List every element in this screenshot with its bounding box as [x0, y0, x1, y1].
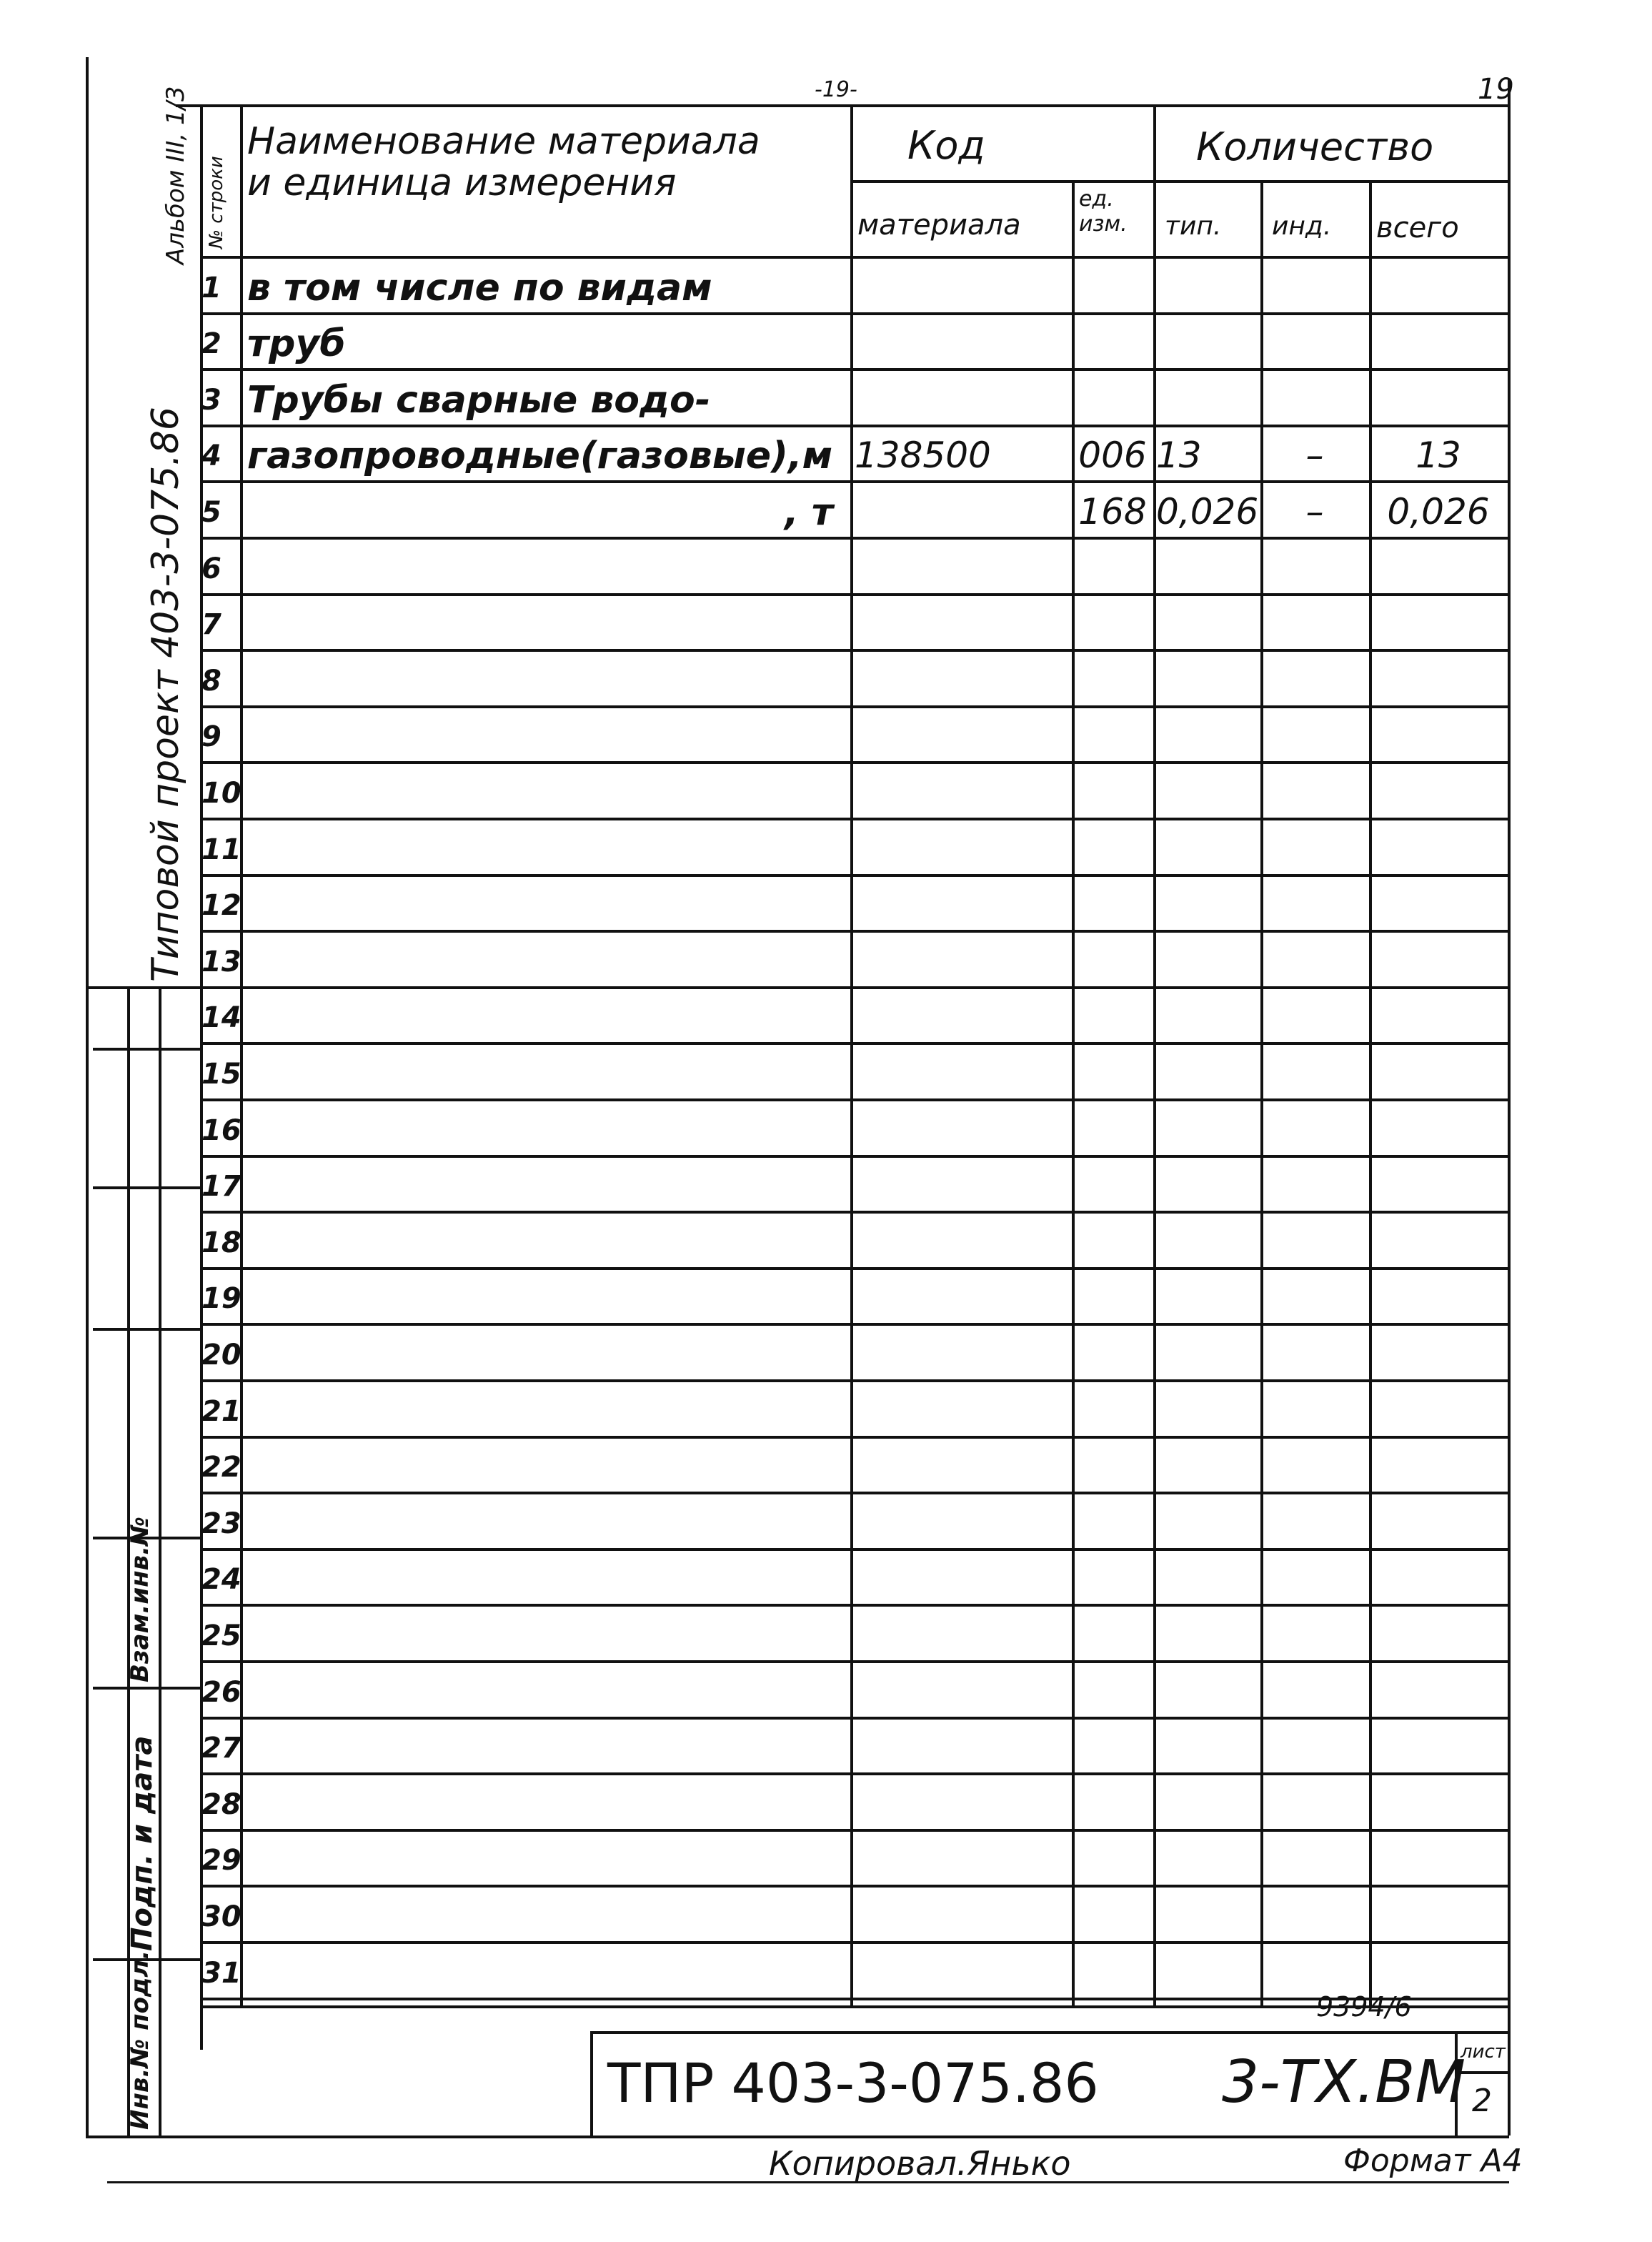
row-number: 2 [201, 327, 222, 360]
row-line [200, 1323, 1509, 1326]
qty-header: Количество [1196, 124, 1434, 169]
table-cell-total: 13 [1415, 435, 1461, 476]
header-bottom-line [200, 256, 1509, 259]
row-line [200, 1829, 1509, 1832]
sheet-label: лист [1461, 2041, 1506, 2063]
table-cell-name: в том числе по видам [247, 267, 712, 309]
row-number: 30 [201, 1900, 242, 1933]
album-label: Альбом III, 1/3 [161, 86, 190, 264]
code-unit-header [1079, 187, 1150, 237]
row-number: 7 [201, 608, 222, 641]
table-cell-code: 138500 [855, 435, 991, 476]
table-cell-name: Трубы сварные водо- [247, 379, 711, 422]
row-line [200, 649, 1509, 652]
row-number: 12 [201, 889, 242, 922]
table-cell-unit: 168 [1078, 491, 1147, 532]
row-number: 9 [201, 720, 222, 753]
copied-by: Копировал.Янько [769, 2144, 1071, 2183]
row-line [200, 1436, 1509, 1439]
row-number: 27 [201, 1732, 242, 1765]
podp-data-label: Подп. и дата [126, 1735, 159, 1951]
row-line [200, 1379, 1509, 1382]
frame-top-line [176, 104, 1509, 107]
side-strip-tick-1 [93, 1048, 200, 1051]
row-number: 24 [201, 1563, 242, 1596]
sheet-box-left [1455, 2031, 1458, 2136]
code-unit-header-text: ед. изм. [1079, 187, 1128, 237]
frame-right-line [1508, 79, 1511, 2136]
row-number: 29 [201, 1844, 242, 1877]
row-line [200, 1885, 1509, 1888]
side-strip-line-2 [159, 986, 161, 2136]
format-label: Формат А4 [1343, 2143, 1523, 2179]
table-cell-ind: – [1305, 435, 1324, 476]
sheet-number: 2 [1472, 2083, 1492, 2119]
row-line [200, 425, 1509, 427]
table-cell-total: 0,026 [1387, 491, 1490, 532]
name-header-line2: и единица измерения [247, 162, 677, 204]
outer-border-line [86, 57, 89, 2136]
table-cell-name: , т [785, 491, 833, 534]
doc-code: ТПР 403-3-075.86 [607, 2051, 1099, 2115]
row-line [200, 930, 1509, 933]
qty-ind-header: инд. [1272, 212, 1332, 241]
row-line [200, 368, 1509, 371]
row-number: 28 [201, 1788, 242, 1821]
row-line [200, 537, 1509, 540]
table-cell-ind: – [1305, 491, 1324, 532]
row-line [200, 1772, 1509, 1775]
side-strip-top [86, 986, 200, 989]
side-strip-tick-3 [93, 1328, 200, 1331]
row-number: 8 [201, 665, 222, 698]
doc-mark: 3-ТХ.ВМ [1222, 2048, 1466, 2116]
header-subline-code [850, 180, 1508, 183]
row-number: 19 [201, 1282, 242, 1315]
archive-number: 9394/6 [1316, 1991, 1412, 2023]
row-number: 11 [201, 833, 242, 866]
side-strip-tick-2 [93, 1186, 200, 1189]
stamp-top-line [200, 2005, 1509, 2008]
row-number: 21 [201, 1395, 242, 1428]
col-qty-left [1153, 104, 1156, 2005]
row-line [200, 705, 1509, 708]
frame-bottom-line [86, 2136, 1509, 2138]
inv-podl-label: Инв.№ подл. [126, 1950, 154, 2130]
row-line [200, 312, 1509, 315]
stamp-inner-top [590, 2031, 1509, 2034]
table-cell-name: газопроводные(газовые),м [247, 435, 833, 477]
row-number: 26 [201, 1676, 242, 1709]
row-number: 25 [201, 1620, 242, 1652]
row-line [200, 1660, 1509, 1663]
row-number: 3 [201, 384, 222, 417]
row-number: 16 [201, 1114, 242, 1147]
row-number: 10 [201, 777, 242, 810]
row-number: 5 [201, 496, 222, 529]
table-cell-typ: 0,026 [1156, 491, 1259, 532]
row-number: 14 [201, 1001, 242, 1034]
row-line [200, 593, 1509, 596]
code-material-header: материала [857, 209, 1021, 242]
qty-total-header: всего [1376, 212, 1459, 244]
row-number: 1 [201, 272, 222, 304]
row-number: 18 [201, 1226, 242, 1259]
name-header-line1: Наименование материала [247, 120, 760, 163]
row-number: 13 [201, 946, 242, 978]
row-line [200, 1098, 1509, 1101]
row-line [200, 480, 1509, 483]
row-number-header: № строки [206, 156, 227, 249]
row-number: 6 [201, 552, 222, 585]
row-line [200, 874, 1509, 877]
qty-typ-header: тип. [1165, 212, 1222, 241]
row-line [200, 1042, 1509, 1045]
row-line [200, 1548, 1509, 1551]
stamp-inner-left [590, 2031, 593, 2136]
project-side-label: Типовой проект 403-3-075.86 [144, 406, 187, 982]
row-number: 31 [201, 1957, 242, 1990]
row-line [200, 1941, 1509, 1944]
row-line [200, 1155, 1509, 1158]
row-line [200, 1604, 1509, 1607]
row-number: 15 [201, 1058, 242, 1091]
row-line [200, 761, 1509, 764]
sheet-corner-number: 19 [1478, 73, 1514, 106]
row-line [200, 818, 1509, 820]
row-number: 4 [201, 440, 222, 472]
footer-underline [107, 2181, 1509, 2183]
row-line [200, 1211, 1509, 1214]
row-line [200, 1717, 1509, 1720]
page-number: -19- [815, 77, 857, 102]
row-line [200, 1998, 1509, 2000]
table-cell-name: труб [247, 322, 346, 365]
code-header: Код [907, 123, 985, 168]
row-number: 20 [201, 1339, 242, 1372]
row-line [200, 1267, 1509, 1270]
sheet-box-divider [1455, 2071, 1509, 2074]
row-line [200, 986, 1509, 989]
side-strip-tick-5 [93, 1687, 200, 1690]
row-number: 23 [201, 1507, 242, 1540]
table-cell-typ: 13 [1156, 435, 1202, 476]
row-number: 22 [201, 1451, 242, 1484]
vzam-inv-label: Взам.инв.№ [126, 1517, 154, 1682]
col-code-left [850, 104, 853, 2005]
table-cell-unit: 006 [1078, 435, 1147, 476]
row-line [200, 1492, 1509, 1494]
row-number: 17 [201, 1170, 242, 1203]
